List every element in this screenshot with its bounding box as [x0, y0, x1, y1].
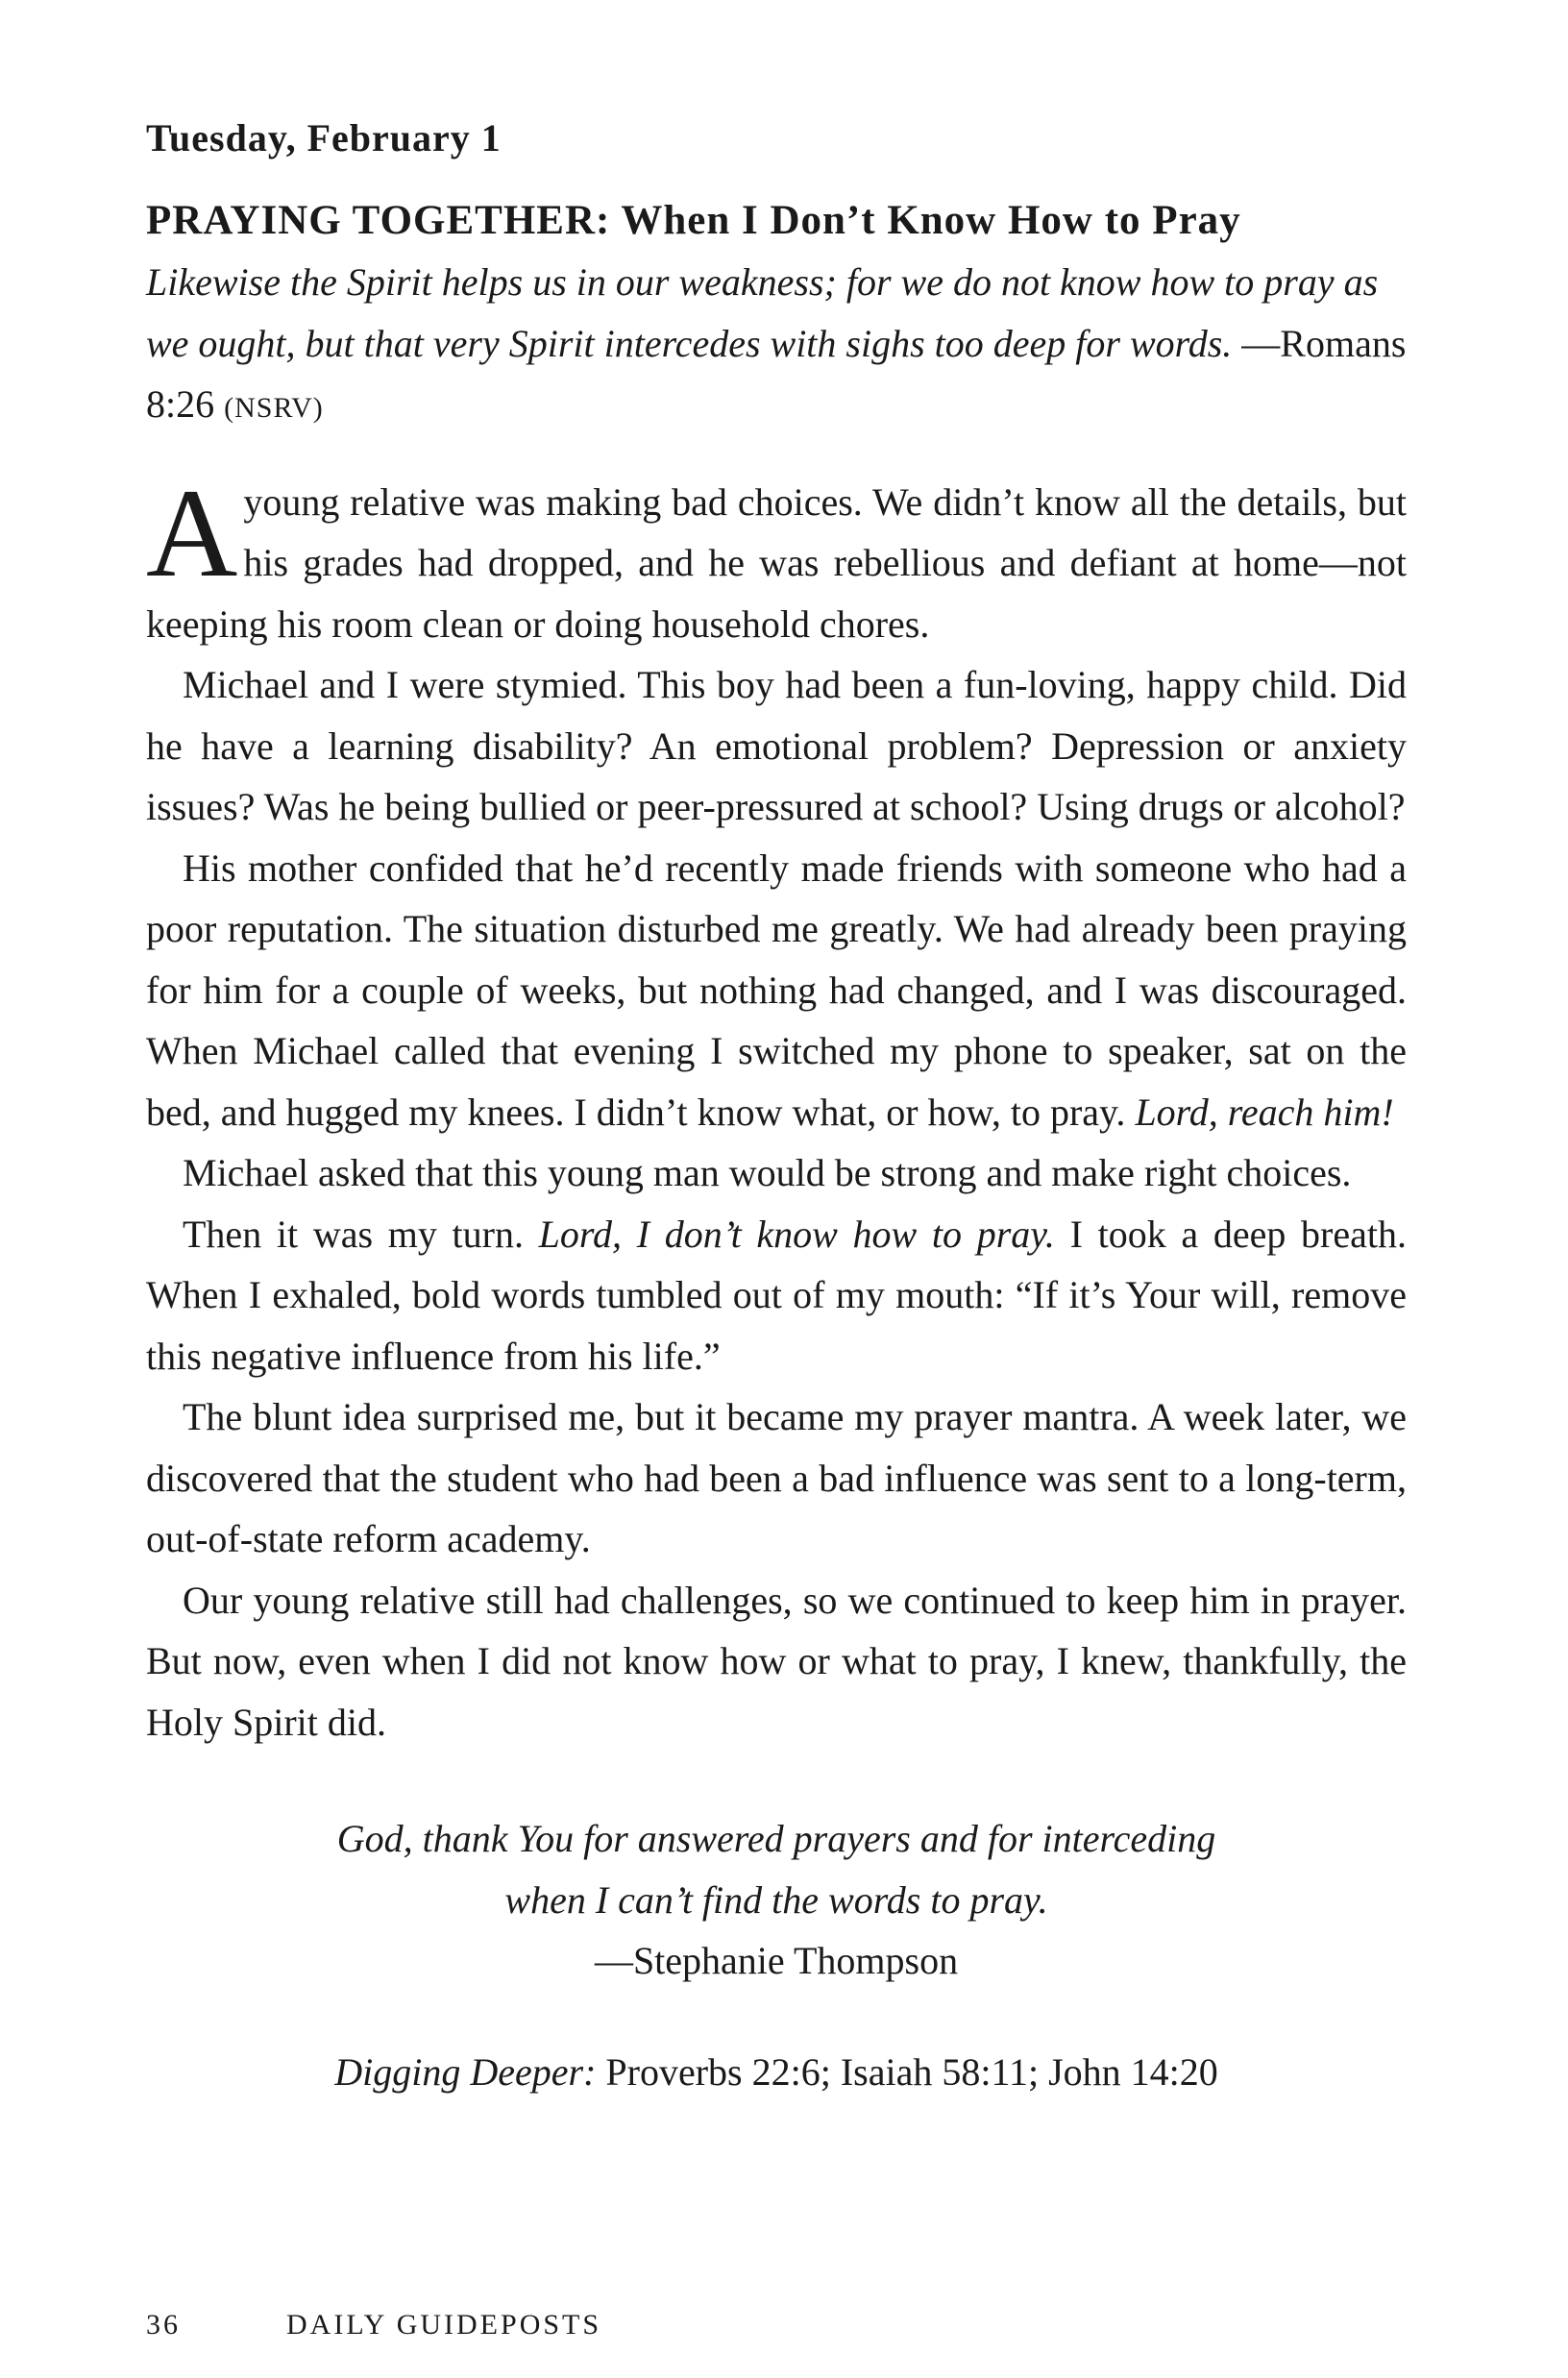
paragraph-1 — [146, 461, 1407, 655]
verse-reference: —Romans 8:26 — [146, 321, 1407, 426]
paragraph-5-text-a: Then it was my turn. — [183, 1212, 524, 1256]
closing-prayer — [146, 1808, 1407, 1992]
devotion-date: Tuesday, February 1 — [146, 116, 502, 159]
prayer-line-1: God, thank You for answered prayers and for interceding — [336, 1817, 1216, 1860]
page-footer — [146, 2306, 601, 2344]
paragraph-4: Michael asked that this young man would be strong and make right choices. — [183, 1151, 1352, 1194]
scripture-verse — [146, 252, 1407, 439]
digging-deeper-refs: Proverbs 22:6; Isaiah 58:11; John 14:20 — [605, 2049, 1218, 2094]
paragraph-3-text: His mother confided that he’d recently made friends with someone who had a poor reputation. The situation disturbed me greatly. We had already been praying for him for a couple of weeks, but nothing had changed, and I was discouraged. When Michael called that evening I switched my phone to speaker, sat on the bed, and hugged my knees. I didn’t know what, or how, to pray. — [146, 846, 1407, 1134]
paragraph-5-italic: Lord, I don’t know how to pray. — [538, 1212, 1055, 1256]
digging-deeper-label: Digging Deeper: — [334, 2049, 597, 2094]
paragraph-7: Our young relative still had challenges, so we continued to keep him in prayer. But now, even when I did not know how or what to pray, I knew, thankfully, the Holy Spirit did. — [146, 1578, 1407, 1744]
verse-translation: (NSRV) — [224, 392, 324, 424]
devotional-page — [146, 108, 1407, 2102]
prayer-line-2: when I can’t find the words to pray. — [504, 1877, 1048, 1922]
page-number: 36 — [146, 2309, 181, 2341]
paragraph-6: The blunt idea surprised me, but it became my prayer mantra. A week later, we discovered that the student who had been a bad influence was sent to a long-term, out-of-state reform academy. — [146, 1395, 1407, 1560]
verse-text: Likewise the Spirit helps us in our weakness; for we do not know how to pray as we ought, but that very Spirit intercedes with sighs too deep for words. — [146, 260, 1379, 365]
drop-cap: A — [146, 461, 238, 603]
devotion-body — [146, 461, 1407, 1753]
paragraph-5 — [146, 1204, 1407, 1387]
paragraph-3 — [146, 838, 1407, 1143]
paragraph-1-text: young relative was making bad choices. We didn’t know all the details, but his grades had dropped, and he was rebellious and defiant at home—not keeping his room clean or doing household chores. — [146, 479, 1407, 646]
prayer-author: —Stephanie Thompson — [594, 1939, 959, 1982]
devotion-title: PRAYING TOGETHER: When I Don’t Know How to Pray — [146, 198, 1241, 243]
paragraph-3-italic: Lord, reach him! — [1135, 1090, 1394, 1134]
publication-name: DAILY GUIDEPOSTS — [286, 2309, 602, 2341]
digging-deeper — [146, 2042, 1407, 2103]
paragraph-5-text-b: I took a deep breath. When I exhaled, bold words tumbled out of my mouth: “If it’s Your will, remove this negative influence from his life.” — [146, 1212, 1407, 1378]
paragraph-2: Michael and I were stymied. This boy had been a fun-loving, happy child. Did he have a learning disability? An emotional problem? Depression or anxiety issues? Was he being bullied or peer-pressured at school? Using drugs or alcohol? — [146, 663, 1407, 828]
